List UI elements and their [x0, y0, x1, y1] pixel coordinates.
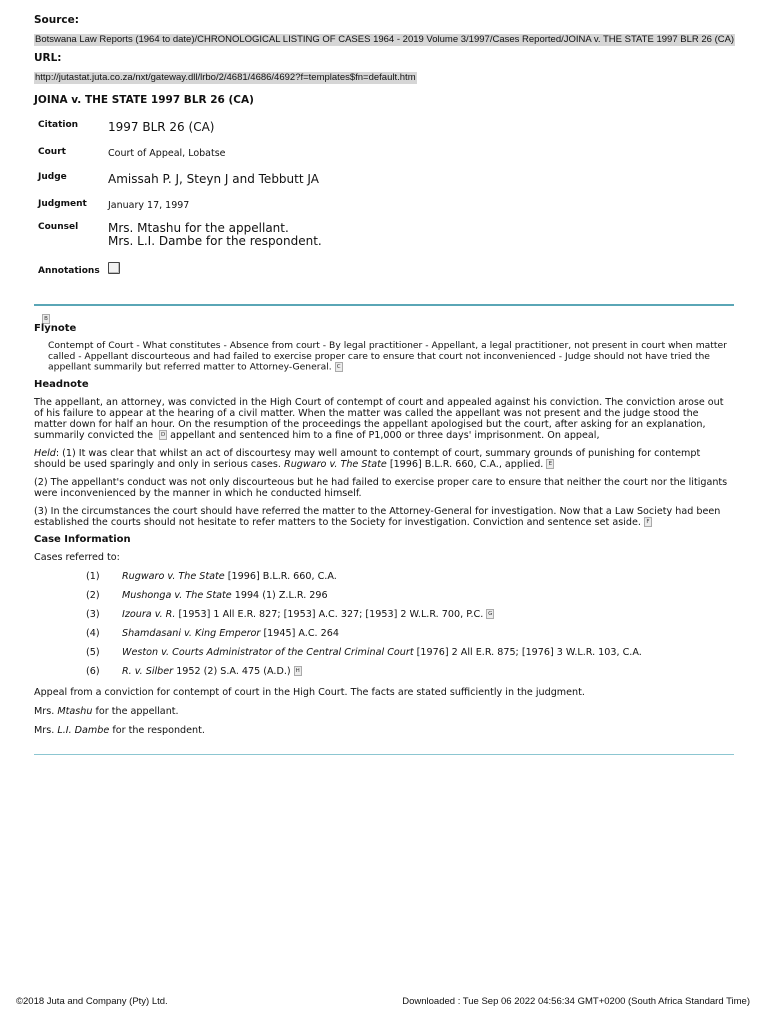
held-label: Held	[34, 448, 56, 459]
url-label: URL:	[34, 52, 62, 64]
list-item	[34, 609, 734, 628]
counsel-respondent-line	[34, 725, 734, 736]
list-item	[34, 666, 734, 685]
meta-value: Amissah P. J, Steyn J and Tebbutt JA	[108, 172, 319, 186]
case-number: (2)	[86, 590, 100, 601]
page-marker-d[interactable]: D	[160, 432, 166, 438]
case-number: (1)	[86, 571, 100, 582]
list-item	[34, 590, 734, 609]
case-citation: [1996] B.L.R. 660, C.A.	[227, 571, 337, 582]
page-marker-b[interactable]: B	[42, 314, 50, 324]
headnote-paragraph-2: (2) The appellant's conduct was not only discourteous but he had failed to exercise proper care to ensure that neither the court nor the litigants were inconvenienced by the manner in which he conducted himself.	[34, 477, 728, 499]
case-info-heading: Case Information	[34, 534, 131, 545]
list-item	[34, 571, 734, 590]
case-citation: [1945] A.C. 264	[263, 628, 339, 639]
meta-row-judgment	[38, 199, 322, 222]
meta-row-court	[38, 147, 322, 172]
meta-row-counsel	[38, 222, 322, 262]
headnote-p1a: The appellant, an attorney, was convicted in the High Court of contempt of court and appealed against his conviction. The conviction arose out of his failure to appear at the hearing of a civil matter. When the matter was called the appellant was not present and the judge stood the matter down for half an hour. On the resumption of the proceedings the appellant apologised but the court, after asking for an explanation, summarily convicted the	[34, 397, 724, 441]
list-item	[34, 647, 734, 666]
case-number: (3)	[86, 609, 100, 620]
meta-row-annotations	[38, 262, 322, 282]
case-name: R. v. Silber	[122, 666, 174, 677]
case-name: Rugwaro v. The State	[122, 571, 225, 582]
flynote-text	[48, 341, 734, 373]
case-metadata-table	[38, 120, 322, 282]
counsel-name: L.I. Dambe	[57, 725, 110, 736]
page-marker-c[interactable]: C	[335, 362, 343, 372]
meta-row-citation	[38, 120, 322, 147]
document-body	[34, 308, 734, 736]
document-page	[34, 14, 734, 282]
list-item	[34, 628, 734, 647]
meta-key: Court	[38, 147, 66, 157]
meta-key: Citation	[38, 120, 79, 130]
meta-key: Counsel	[38, 222, 79, 232]
case-citation: 1994 (1) Z.L.R. 296	[234, 590, 328, 601]
flynote-body: Contempt of Court - What constitutes - Absence from court - By legal practitioner - Appellant, a legal practitioner, not present in court when matter called - Appellant discourteous and had failed to exercise proper care to ensure that court not inconvenienced - Judge should not have tried the appellant summarily but referred matter to Attorney-General.	[48, 340, 727, 373]
case-number: (5)	[86, 647, 100, 658]
case-number: (6)	[86, 666, 100, 677]
case-number: (4)	[86, 628, 100, 639]
meta-value	[108, 222, 322, 262]
case-name: Mushonga v. The State	[122, 590, 232, 601]
meta-row-judge	[38, 172, 322, 199]
meta-key: Judge	[38, 172, 67, 182]
case-name: Weston v. Courts Administrator of the Central Criminal Court	[122, 647, 414, 658]
meta-value: 1997 BLR 26 (CA)	[108, 120, 215, 134]
cases-referred-intro: Cases referred to:	[34, 552, 120, 563]
page-marker-h[interactable]: H	[295, 668, 300, 674]
footer-downloaded: Downloaded : Tue Sep 06 2022 04:56:34 GMT+0200 (South Africa Standard Time)	[402, 996, 750, 1007]
meta-key: Judgment	[38, 199, 87, 209]
held-text-b: [1996] B.L.R. 660, C.A., applied.	[389, 459, 544, 470]
case-title: JOINA v. THE STATE 1997 BLR 26 (CA)	[34, 94, 254, 106]
case-citation: [1953] 1 All E.R. 827; [1953] A.C. 327; [1953] 2 W.L.R. 700, P.C.	[178, 609, 484, 620]
meta-value: January 17, 1997	[108, 200, 190, 211]
appeal-paragraph: Appeal from a conviction for contempt of court in the High Court. The facts are stated sufficiently in the judgment.	[34, 687, 585, 698]
end-divider	[34, 754, 734, 755]
meta-key: Annotations	[38, 266, 100, 276]
counsel-appellant: Mrs. Mtashu for the appellant.	[108, 221, 289, 235]
flynote-heading: Flynote	[34, 323, 77, 334]
counsel-role: for the respondent.	[112, 725, 205, 736]
headnote-p3-text: (3) In the circumstances the court should have referred the matter to the Attorney-General for investigation. Now that a Law Society had been established the courts should not hesitate to refer matters to the Society for investigation. Conviction and sentence set aside.	[34, 506, 721, 528]
page-marker-g[interactable]: G	[488, 611, 493, 617]
url-link[interactable]: http://jutastat.juta.co.za/nxt/gateway.dll/lrbo/2/4681/4686/4692?f=templates$fn=default.htm	[35, 72, 416, 83]
headnote-paragraph-3	[34, 506, 734, 528]
cases-list	[34, 571, 734, 685]
section-divider	[34, 304, 734, 306]
headnote-p1b: appellant and sentenced him to a fine of P1,000 or three days' imprisonment. On appeal,	[170, 430, 600, 441]
held-paragraph	[34, 448, 734, 470]
annotations-checkbox[interactable]	[108, 262, 120, 274]
counsel-respondent: Mrs. L.I. Dambe for the respondent.	[108, 234, 322, 248]
held-case-name: Rugwaro v. The State	[284, 459, 387, 470]
headnote-heading: Headnote	[34, 379, 89, 390]
counsel-title: Mrs.	[34, 725, 55, 736]
case-name: Izoura v. R.	[122, 609, 176, 620]
case-citation: 1952 (2) S.A. 475 (A.D.)	[176, 666, 291, 677]
headnote-paragraph-1	[34, 397, 734, 441]
counsel-role: for the appellant.	[95, 706, 179, 717]
meta-value	[108, 262, 322, 282]
footer-copyright: ©2018 Juta and Company (Pty) Ltd.	[16, 996, 168, 1007]
meta-value: Court of Appeal, Lobatse	[108, 148, 226, 159]
source-label: Source:	[34, 14, 79, 26]
page-marker-e[interactable]: E	[546, 459, 554, 469]
case-citation: [1976] 2 All E.R. 875; [1976] 3 W.L.R. 103, C.A.	[416, 647, 642, 658]
counsel-appellant-line	[34, 706, 734, 717]
counsel-name: Mtashu	[57, 706, 93, 717]
counsel-title: Mrs.	[34, 706, 55, 717]
page-marker-f[interactable]: F	[644, 517, 652, 527]
case-name: Shamdasani v. King Emperor	[122, 628, 261, 639]
held-text-a: : (1) It was clear that whilst an act of discourtesy may well amount to contempt of court, summary grounds of punishing for contempt should be used sparingly and only in serious cases.	[34, 448, 701, 470]
source-path: Botswana Law Reports (1964 to date)/CHRONOLOGICAL LISTING OF CASES 1964 - 2019 Volume 3/1997/Cases Reported/JOINA v. THE STATE 1997 BLR 26 (CA)	[35, 34, 735, 45]
